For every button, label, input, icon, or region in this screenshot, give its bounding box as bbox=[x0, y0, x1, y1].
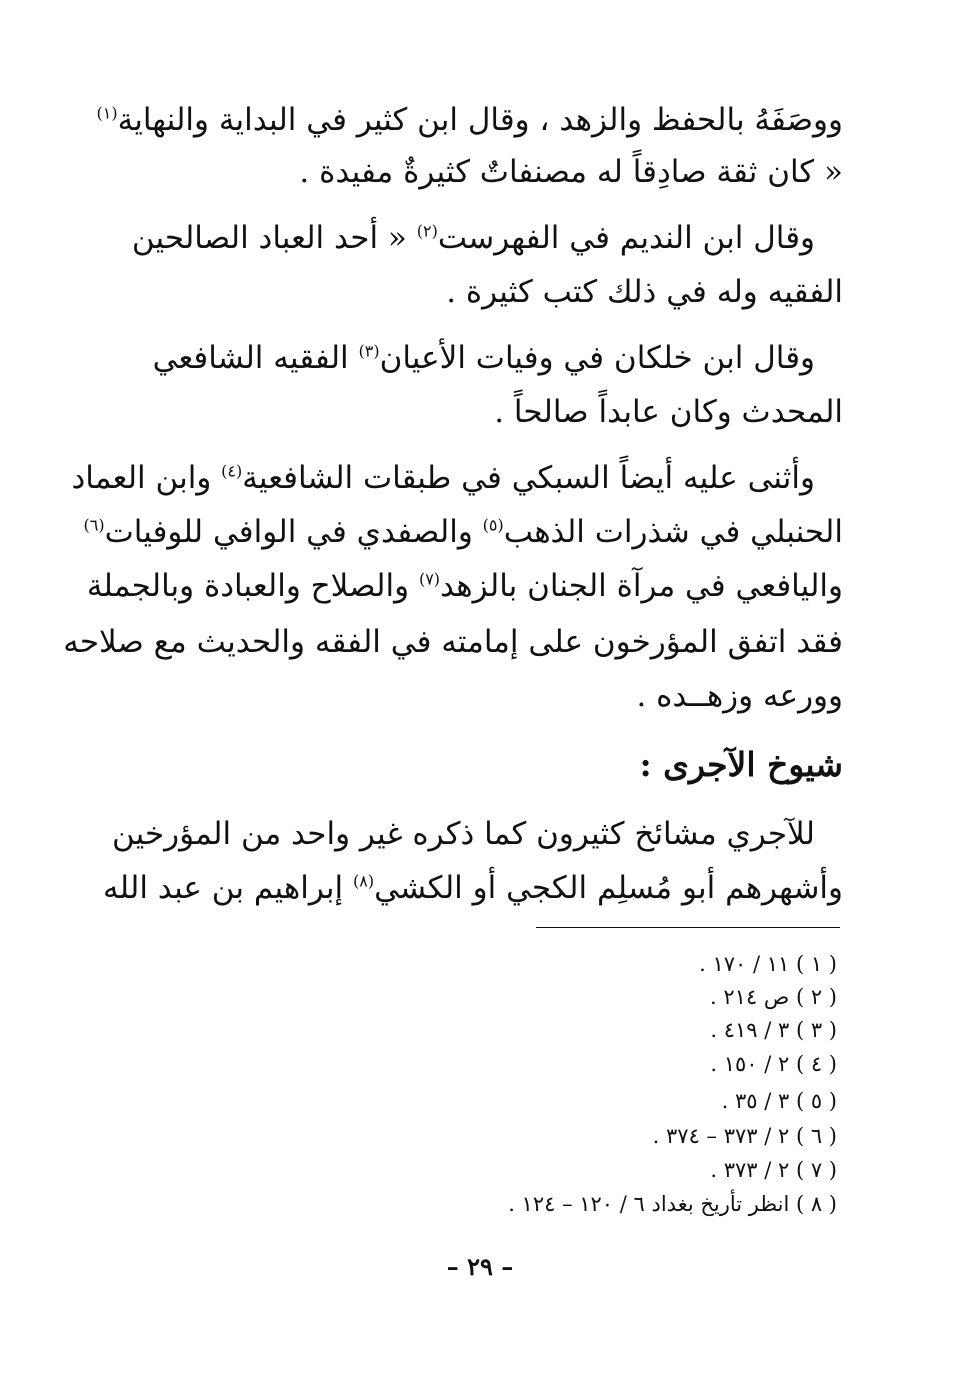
body-line-text: للآجري مشائخ كثيرون كما ذكره غير واحد من المؤرخين bbox=[112, 816, 815, 852]
body-line-text: والصلاح والعبادة وبالجملة bbox=[86, 568, 419, 604]
section-heading: شيوخ الآجرى : bbox=[639, 745, 843, 784]
page-number: – ٢٩ – bbox=[446, 1252, 514, 1281]
body-line-text: وابن العماد bbox=[71, 460, 222, 496]
body-line bbox=[153, 338, 815, 378]
body-line-text: وقال ابن النديم في الفهرست bbox=[437, 220, 815, 256]
body-line bbox=[63, 622, 843, 662]
footnote: ( ٢ ) ص ٢١٤ . bbox=[710, 985, 837, 1009]
footnote-ref: (٣) bbox=[358, 341, 380, 361]
body-line bbox=[87, 566, 843, 606]
footnote: ( ١ ) ١١ / ١٧٠ . bbox=[699, 952, 837, 976]
body-line bbox=[97, 100, 843, 140]
footnote: ( ٦ ) ٢ / ٣٧٣ – ٣٧٤ . bbox=[652, 1124, 837, 1148]
body-line bbox=[103, 868, 843, 908]
body-line bbox=[84, 512, 844, 552]
body-line bbox=[636, 676, 843, 716]
body-line bbox=[71, 458, 815, 498]
body-line bbox=[446, 272, 843, 312]
body-line-text: وأشهرهم أبو مُسلِم الكجي أو الكشي bbox=[374, 870, 843, 906]
footnote-ref: (١) bbox=[96, 103, 118, 123]
body-line bbox=[299, 152, 843, 192]
body-line-text: الفقيه وله في ذلك كتب كثيرة . bbox=[446, 274, 843, 310]
body-line bbox=[132, 218, 815, 258]
footnote: ( ٥ ) ٣ / ٣٥ . bbox=[721, 1089, 837, 1113]
footnote-ref: (٨) bbox=[353, 871, 375, 891]
body-line-text: إبراهيم بن عبد الله bbox=[103, 870, 354, 906]
footnote-ref: (٢) bbox=[416, 221, 438, 241]
body-line-text: « كان ثقة صادِقاً له مصنفاتٌ كثيرةٌ مفيدة . bbox=[299, 154, 843, 190]
footnote-ref: (٥) bbox=[482, 515, 504, 535]
footnote-ref: (٤) bbox=[221, 461, 243, 481]
footnote: ( ٤ ) ٢ / ١٥٠ . bbox=[710, 1052, 837, 1076]
body-line-text: وأثنى عليه أيضاً السبكي في طبقات الشافعية bbox=[242, 460, 815, 496]
body-line bbox=[494, 392, 843, 432]
footnote-ref: (٦) bbox=[83, 515, 105, 535]
body-line-text: الحنبلي في شذرات الذهب bbox=[503, 514, 843, 550]
body-line-text: المحدث وكان عابداً صالحاً . bbox=[494, 394, 843, 430]
body-line bbox=[112, 814, 815, 854]
body-line-text: وقال ابن خلكان في وفيات الأعيان bbox=[379, 340, 815, 376]
footnote-separator bbox=[536, 927, 840, 928]
body-line-text: ووصَفَهُ بالحفظ والزهد ، وقال ابن كثير في البداية والنهاية bbox=[117, 102, 843, 138]
body-line-text: الفقيه الشافعي bbox=[152, 340, 359, 376]
footnote: ( ٧ ) ٢ / ٣٧٣ . bbox=[710, 1158, 837, 1182]
footnote: ( ٣ ) ٣ / ٤١٩ . bbox=[710, 1018, 837, 1042]
body-line-text: فقد اتفق المؤرخون على إمامته في الفقه والحديث مع صلاحه bbox=[63, 624, 843, 660]
body-line-text: والصفدي في الوافي للوفيات bbox=[104, 514, 483, 550]
footnote: ( ٨ ) انظر تأريخ بغداد ٦ / ١٢٠ – ١٢٤ . bbox=[508, 1192, 837, 1216]
body-line-text: وورعه وزهــده . bbox=[636, 678, 843, 714]
body-line-text: « أحد العباد الصالحين bbox=[131, 220, 417, 256]
footnote-ref: (٧) bbox=[418, 569, 441, 589]
body-line-text: واليافعي في مرآة الجنان بالزهد bbox=[440, 568, 843, 604]
